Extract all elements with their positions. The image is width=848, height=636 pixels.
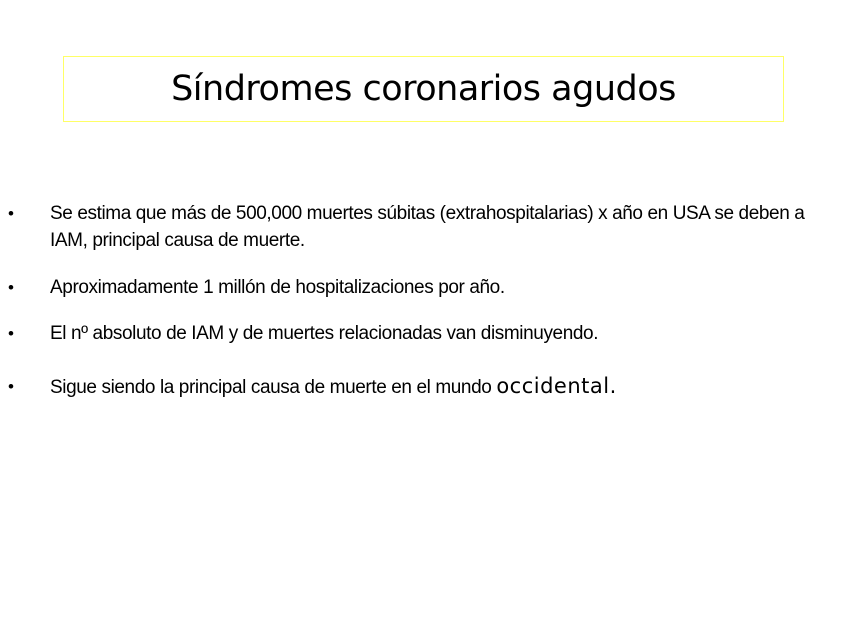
bullet-item bbox=[0, 320, 848, 347]
title-box bbox=[63, 56, 784, 122]
bullet-text-tail: occidental. bbox=[496, 374, 617, 398]
bullet-text: Se estima que más de 500,000 muertes súbitas (extrahospitalarias) x año en USA se deben a IAM, principal causa de muerte. bbox=[50, 203, 805, 251]
bullet-text: Aproximadamente 1 millón de hospitalizaciones por año. bbox=[50, 277, 505, 298]
bullet-item bbox=[0, 274, 848, 301]
bullet-item bbox=[0, 373, 848, 401]
slide-title: Síndromes coronarios agudos bbox=[171, 69, 676, 109]
bullet-icon: • bbox=[8, 377, 14, 396]
bullet-icon: • bbox=[8, 278, 14, 297]
bullet-item bbox=[0, 200, 848, 254]
bullet-text: El nº absoluto de IAM y de muertes relacionadas van disminuyendo. bbox=[50, 323, 599, 344]
bullet-icon: • bbox=[8, 204, 14, 223]
bullet-list bbox=[0, 200, 848, 401]
bullet-icon: • bbox=[8, 324, 14, 343]
bullet-text: Sigue siendo la principal causa de muerte en el mundo bbox=[50, 377, 497, 398]
